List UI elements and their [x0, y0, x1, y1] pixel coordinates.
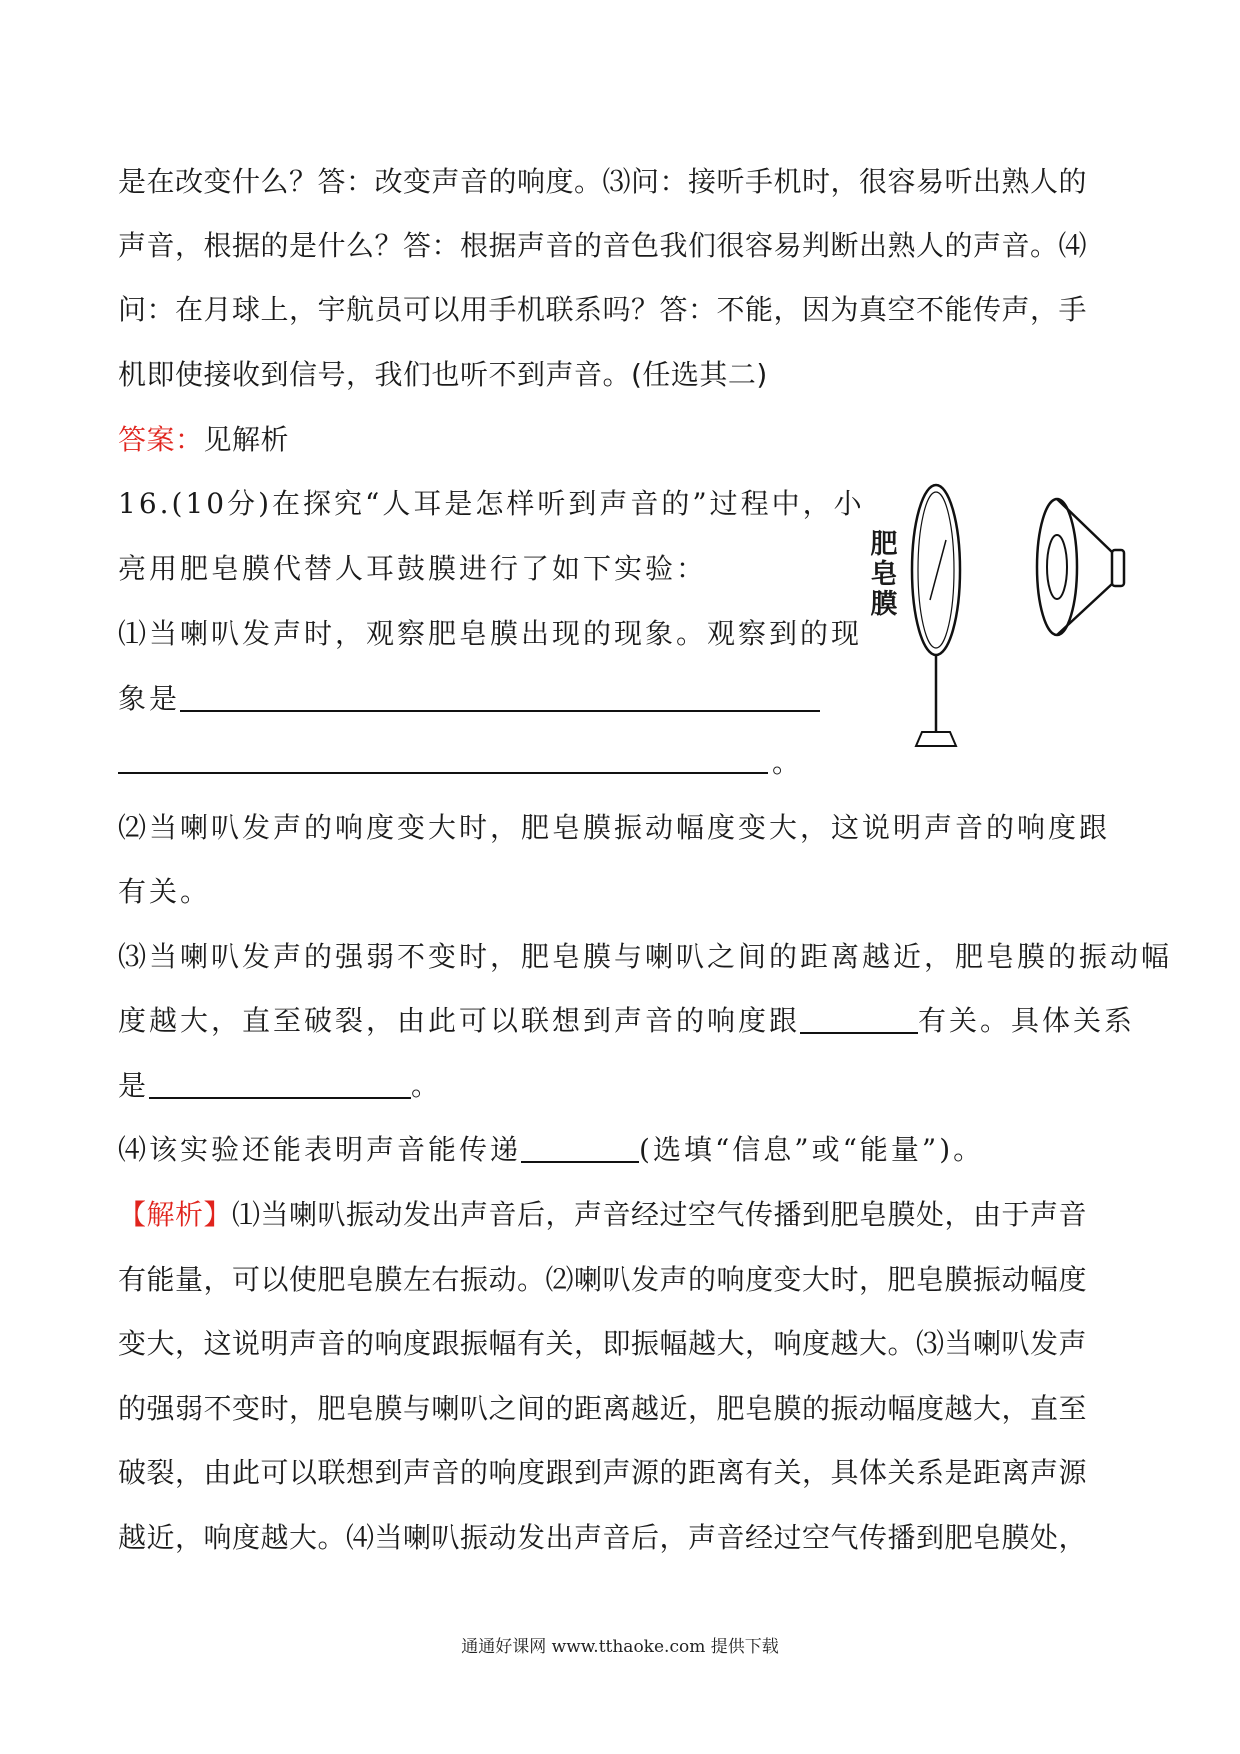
experiment-figure — [850, 470, 1150, 760]
q16-sub3-prefix: 是 — [118, 1069, 150, 1102]
q16-sub2-line-1: ⑵当喇叭发声的响度变大时，肥皂膜振动幅度变大，这说明声音的响度跟 — [118, 811, 1111, 844]
q16-sub3-line-3 — [118, 1066, 442, 1106]
soap-film-label: 肥 皂 膜 — [870, 529, 898, 620]
q16-sub4-text-b: (选填“信息”或“能量”)。 — [639, 1133, 985, 1166]
answer-blank-4[interactable] — [521, 1133, 639, 1163]
soap-film-glare — [930, 540, 946, 600]
analysis-text-1: ⑴当喇叭振动发出声音后，声音经过空气传播到肥皂膜处，由于声音 — [232, 1198, 1088, 1231]
q16-sub3-end: 。 — [411, 1069, 443, 1102]
analysis-line-5: 破裂，由此可以联想到声音的响度跟到声源的距离有关，具体关系是距离声源 — [118, 1456, 1088, 1489]
answer-value: 见解析 — [203, 423, 290, 456]
q16-sub1-end: 。 — [772, 746, 804, 779]
prev-answer-line-3: 问：在月球上，宇航员可以用手机联系吗？答：不能，因为真空不能传声，手 — [118, 293, 1088, 326]
speaker-body-bottom — [1057, 584, 1112, 635]
stand-base — [916, 732, 956, 746]
analysis-label: 【解析】 — [118, 1198, 233, 1231]
q16-sub3-line-2 — [118, 1001, 1135, 1041]
q16-line-2: 亮用肥皂膜代替人耳鼓膜进行了如下实验： — [118, 552, 708, 585]
q16-sub1-line-2 — [118, 679, 820, 719]
analysis-line-4: 的强弱不变时，肥皂膜与喇叭之间的距离越近，肥皂膜的振动幅度越大，直至 — [118, 1392, 1088, 1425]
q16-sub2-line-2: 有关。 — [118, 875, 212, 908]
speaker-back — [1112, 550, 1124, 586]
analysis-line-2: 有能量，可以使肥皂膜左右振动。⑵喇叭发声的响度变大时，肥皂膜振动幅度 — [118, 1263, 1088, 1296]
answer-row — [118, 420, 289, 460]
answer-blank-1a[interactable] — [180, 682, 820, 712]
answer-label: 答案： — [118, 423, 204, 456]
q16-sub1-line-1: ⑴当喇叭发声时，观察肥皂膜出现的现象。观察到的现 — [118, 617, 863, 650]
q16-sub1-prefix: 象是 — [118, 682, 181, 715]
q16-sub3-line-1: ⑶当喇叭发声的强弱不变时，肥皂膜与喇叭之间的距离越近，肥皂膜的振动幅 — [118, 940, 1173, 973]
speaker-inner — [1047, 535, 1067, 599]
analysis-line-6: 越近，响度越大。⑷当喇叭振动发出声音后，声音经过空气传播到肥皂膜处， — [118, 1521, 1088, 1554]
answer-blank-1b[interactable] — [118, 772, 768, 774]
prev-answer-line-1: 是在改变什么？答：改变声音的响度。⑶问：接听手机时，很容易听出熟人的 — [118, 165, 1088, 198]
q16-line-1: 16.(10分)在探究“人耳是怎样听到声音的”过程中，小 — [118, 487, 865, 520]
answer-blank-3a[interactable] — [800, 1004, 918, 1034]
q16-sub3-text-a: 度越大，直至破裂，由此可以联想到声音的响度跟 — [118, 1004, 801, 1037]
analysis-line-3: 变大，这说明声音的响度跟振幅有关，即振幅越大，响度越大。⑶当喇叭发声 — [118, 1327, 1088, 1360]
q16-sub4-text-a: ⑷该实验还能表明声音能传递 — [118, 1133, 522, 1166]
answer-blank-3b[interactable] — [149, 1069, 411, 1099]
analysis-line-1 — [118, 1195, 1087, 1235]
prev-answer-line-2: 声音，根据的是什么？答：根据声音的音色我们很容易判断出熟人的声音。⑷ — [118, 229, 1088, 262]
page-footer: 通通好课网 www.tthaoke.com 提供下载 — [461, 1637, 779, 1657]
speaker-body-top — [1057, 499, 1112, 552]
q16-sub4-line — [118, 1130, 984, 1170]
soap-film-inner — [918, 492, 954, 648]
speaker-mouth — [1037, 499, 1077, 635]
prev-answer-line-4: 机即使接收到信号，我们也听不到声音。(任选其二) — [118, 358, 768, 391]
q16-sub3-text-b: 有关。具体关系 — [918, 1004, 1136, 1037]
soap-film-ring — [912, 485, 960, 655]
